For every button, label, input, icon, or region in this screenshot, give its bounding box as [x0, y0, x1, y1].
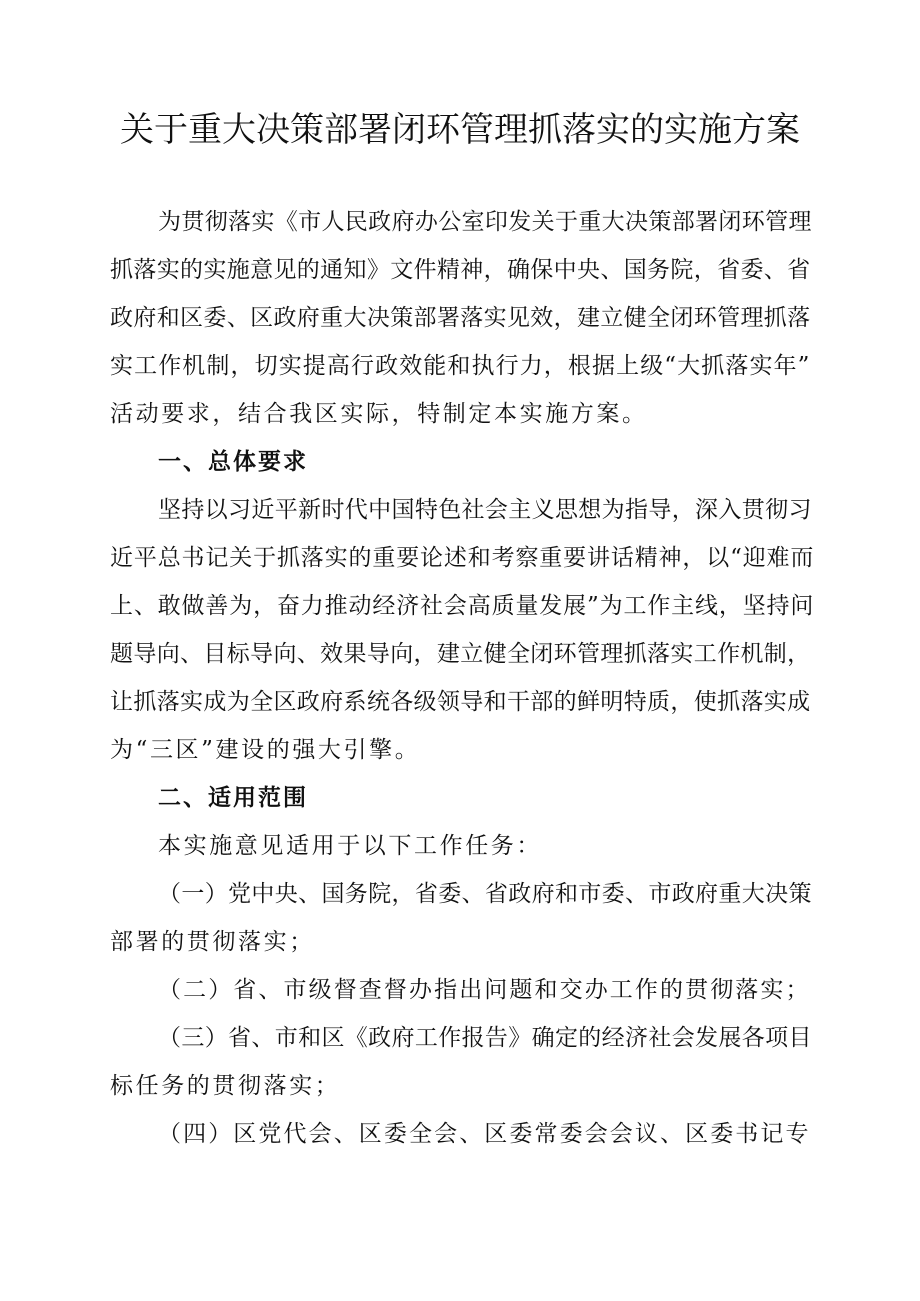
- paragraph-line: 政府和区委、区政府重大决策部署落实见效，建立健全闭环管理抓落: [110, 305, 811, 331]
- paragraph-line: 活动要求，结合我区实际，特制定本实施方案。: [110, 401, 648, 427]
- list-item-line: （二）省、市级督查督办指出问题和交办工作的贯彻落实；: [158, 977, 811, 1003]
- list-item-line: 部署的贯彻落实；: [110, 929, 315, 955]
- paragraph-line: 本实施意见适用于以下工作任务：: [158, 833, 542, 859]
- paragraph-line: 让抓落实成为全区政府系统各级领导和干部的鲜明特质，使抓落实成: [110, 689, 811, 715]
- paragraph-line: 抓落实的实施意见的通知》文件精神，确保中央、国务院，省委、省: [110, 257, 811, 283]
- paragraph-line: 近平总书记关于抓落实的重要论述和考察重要讲话精神，以“迎难而: [110, 545, 815, 571]
- section-heading-general-requirements: 一、总体要求: [158, 449, 308, 475]
- list-item-line: 标任务的贯彻落实；: [110, 1073, 341, 1099]
- paragraph-line: 为“三区”建设的强大引擎。: [110, 737, 421, 763]
- document-title: 关于重大决策部署闭环管理抓落实的实施方案: [120, 110, 800, 150]
- paragraph-line: 坚持以习近平新时代中国特色社会主义思想为指导，深入贯彻习: [158, 497, 812, 523]
- list-item-line: （一）党中央、国务院，省委、省政府和市委、市政府重大决策: [158, 881, 812, 907]
- list-item-line: （四）区党代会、区委全会、区委常委会会议、区委书记专: [158, 1121, 811, 1147]
- paragraph-line: 题导向、目标导向、效果导向，建立健全闭环管理抓落实工作机制，: [110, 641, 811, 667]
- list-item-line: （三）省、市和区《政府工作报告》确定的经济社会发展各项目: [158, 1025, 812, 1051]
- paragraph-line: 实工作机制，切实提高行政效能和执行力，根据上级“大抓落实年”: [110, 353, 811, 379]
- paragraph-line: 为贯彻落实《市人民政府办公室印发关于重大决策部署闭环管理: [158, 209, 812, 235]
- section-heading-scope: 二、适用范围: [158, 785, 308, 811]
- paragraph-line: 上、敢做善为，奋力推动经济社会高质量发展”为工作主线，坚持问: [110, 593, 815, 619]
